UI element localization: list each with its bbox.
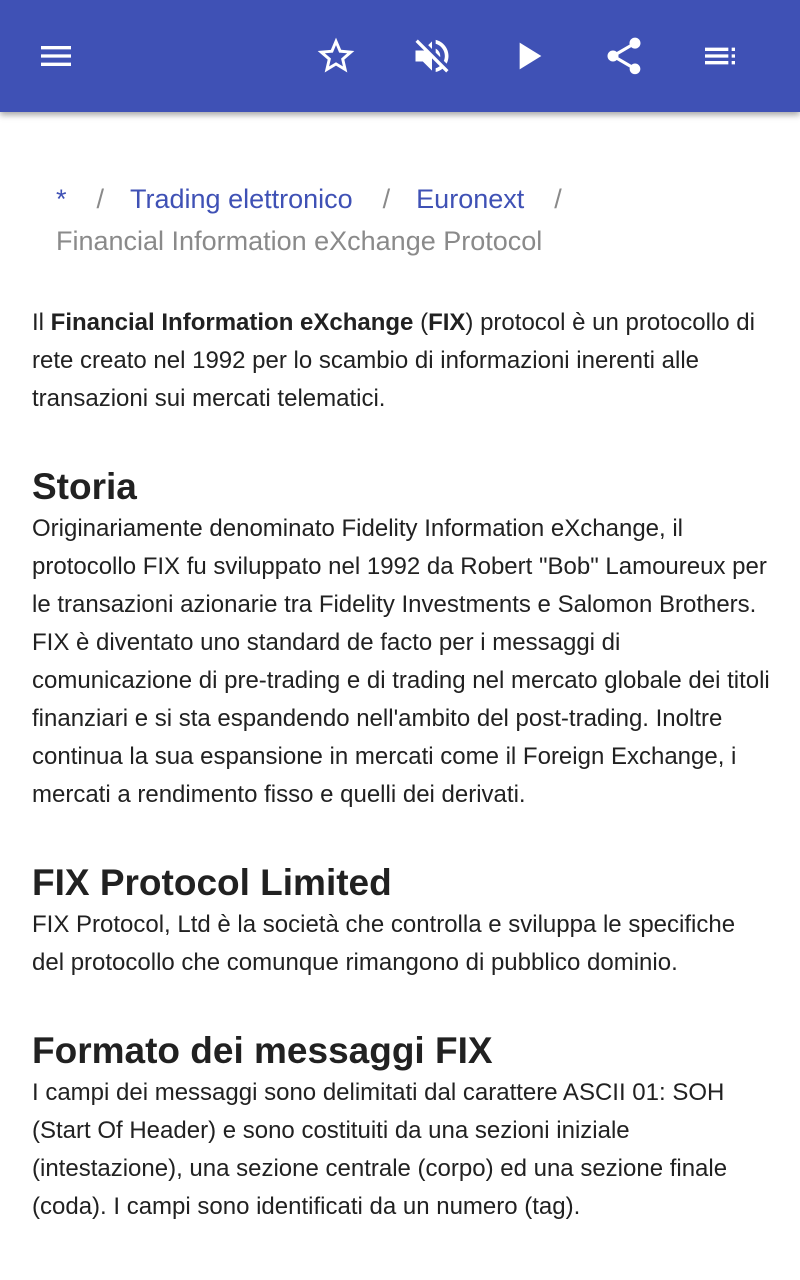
menu-icon[interactable] [28, 28, 84, 84]
intro-paren: ( [413, 309, 429, 336]
breadcrumb-trading-link[interactable]: Trading elettronico [130, 184, 353, 214]
toc-icon[interactable] [692, 28, 748, 84]
section-heading-fix-protocol-limited: FIX Protocol Limited [32, 862, 392, 903]
breadcrumb-separator: / [382, 184, 391, 214]
play-icon[interactable] [500, 28, 556, 84]
breadcrumb [32, 178, 772, 262]
breadcrumb-separator: / [554, 184, 562, 214]
share-icon[interactable] [596, 28, 652, 84]
intro-paragraph [32, 304, 772, 418]
breadcrumb-separator: / [96, 184, 105, 214]
intro-prefix: Il [32, 309, 51, 336]
breadcrumb-current: Financial Information eXchange Protocol [56, 226, 543, 256]
intro-bold-abbr: FIX [428, 309, 466, 336]
section-heading-storia: Storia [32, 466, 137, 507]
breadcrumb-euronext-link[interactable]: Euronext [416, 184, 525, 214]
intro-bold-name: Financial Information eXchange [50, 309, 414, 336]
article-content [32, 112, 772, 1226]
section-text-formato: I campi dei messaggi sono delimitati dal carattere ASCII 01: SOH (Start Of Header) e sono costituiti da una sezioni iniziale (intestazione), una sezione centrale (corpo) ed una sezione finale (coda). I campi sono identificati da un numero (tag). [32, 1079, 728, 1220]
section-text-storia: Originariamente denominato Fidelity Information eXchange, il protocollo FIX fu sviluppato nel 1992 da Robert "Bob" Lamoureux per le transazioni azionarie tra Fidelity Investments e Salomon Brothers. FIX è diventato uno standard de facto per i messaggi di comunicazione di pre-trading e di trading nel mercato globale dei titoli finanziari e si sta espandendo nell'ambito del post-trading. Inoltre continua la sua espansione in mercati come il Foreign Exchange, i mercati a rendimento fisso e quelli dei derivati. [32, 515, 770, 808]
section-heading-formato: Formato dei messaggi FIX [32, 1030, 493, 1071]
star-icon[interactable] [308, 28, 364, 84]
app-toolbar [0, 0, 800, 112]
intro-rest: ) protocol è un protocollo di rete creato nel 1992 per lo scambio di informazioni inerenti alle transazioni sui mercati telematici. [32, 309, 755, 412]
volume-off-icon[interactable] [404, 28, 460, 84]
section-text-fix-protocol-limited: FIX Protocol, Ltd è la società che controlla e sviluppa le specifiche del protocollo che comunque rimangono di pubblico dominio. [32, 911, 736, 976]
breadcrumb-home-link[interactable]: * [56, 184, 67, 214]
